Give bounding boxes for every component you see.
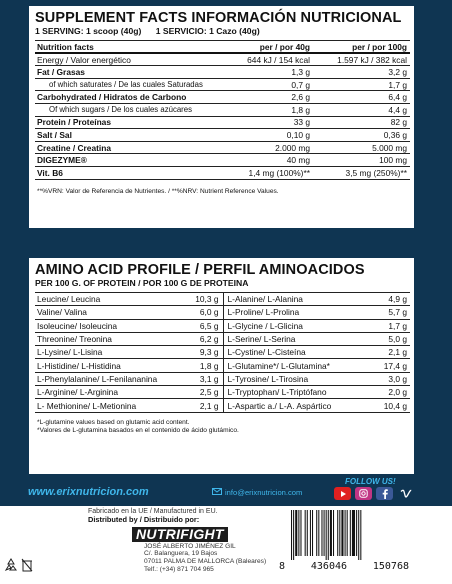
serving-en: 1 SERVING: 1 scoop (40g) [35, 26, 142, 36]
row-per100: 6,4 g [316, 91, 410, 104]
recycle-icon [4, 558, 18, 577]
row-per100: 3,5 mg (250%)** [316, 166, 410, 179]
row-per100: 0,36 g [316, 129, 410, 142]
amino-name: L-Tryptophan/ L-Triptófano [223, 386, 372, 399]
amino-name: L-Phenylalanine/ L-Fenilananina [35, 372, 183, 385]
row-per40: 1,4 mg (100%)** [221, 166, 316, 179]
barcode-bar [339, 510, 340, 556]
row-per40: 2.000 mg [221, 141, 316, 154]
row-label: Salt / Sal [35, 129, 221, 142]
table-row [35, 116, 410, 129]
barcode-bar [328, 510, 329, 560]
barcode-bar [307, 510, 308, 556]
barcode-bar [356, 510, 357, 556]
header-per40: per / por 40g [221, 41, 316, 54]
serving-es: 1 SERVICIO: 1 Cazo (40g) [155, 26, 260, 36]
amino-value: 2,0 g [372, 386, 410, 399]
amino-value: 6,5 g [183, 319, 223, 332]
table-row [35, 66, 410, 79]
amino-name: L-Arginine/ L-Arginina [35, 386, 183, 399]
row-per40: 40 mg [221, 154, 316, 167]
amino-name: L-Aspartic a./ L-A. Aspártico [223, 399, 372, 412]
row-per40: 0,7 g [221, 78, 316, 91]
serving-size [35, 26, 410, 37]
glutamine-note-es: *Valores de L-glutamina basados en el contenido de ácido glutámico. [37, 427, 239, 435]
barcode-bar [341, 510, 343, 556]
amino-title: AMINO ACID PROFILE / PERFIL AMINOACIDOS [35, 262, 365, 278]
row-per100: 82 g [316, 116, 410, 129]
barcode-bar [345, 510, 346, 556]
barcode-digit-3: 150768 [372, 561, 409, 572]
row-per100: 3,2 g [316, 66, 410, 79]
row-label: DIGEZYME® [35, 154, 221, 167]
amino-name: L-Glutamine*/ L-Glutamina* [223, 359, 372, 372]
supplement-facts-panel [29, 6, 414, 228]
barcode-bar [326, 510, 327, 560]
facebook-icon[interactable] [376, 487, 393, 500]
table-row [35, 78, 410, 91]
table-row [35, 91, 410, 104]
barcode-bar [337, 510, 338, 556]
barcode-bar [310, 510, 311, 556]
row-per100: 5.000 mg [316, 141, 410, 154]
amino-value: 1,7 g [372, 319, 410, 332]
barcode [289, 510, 409, 565]
row-per40: 33 g [221, 116, 316, 129]
barcode-bar [293, 510, 294, 560]
row-per40: 1,8 g [221, 103, 316, 116]
barcode-digit-2: 436046 [310, 561, 348, 572]
barcode-bar [298, 510, 299, 556]
barcode-bar [321, 510, 322, 556]
barcode-bar [295, 510, 297, 556]
amino-value: 5,7 g [372, 306, 410, 319]
table-row [35, 129, 410, 142]
barcode-bar [358, 510, 359, 560]
recycle-symbols [4, 558, 33, 577]
amino-value: 17,4 g [372, 359, 410, 372]
amino-name: L-Glycine / L-Glicina [223, 319, 372, 332]
barcode-digits [279, 561, 409, 572]
table-row [35, 386, 410, 399]
barcode-bar [350, 510, 351, 556]
amino-name: L-Cystine/ L-Cisteína [223, 346, 372, 359]
follow-us-label: FOLLOW US! [345, 477, 396, 486]
barcode-bar [312, 510, 313, 556]
row-per40: 644 kJ / 154 kcal [221, 53, 316, 66]
barcode-bar [316, 510, 317, 556]
row-label: Of which sugars / De los cuales azúcares [35, 103, 221, 116]
table-row [35, 372, 410, 385]
city-address: 07011 PALMA DE MALLORCA (Baleares) [144, 558, 267, 565]
social-icons [334, 487, 414, 500]
amino-name: L-Proline/ L-Prolina [223, 306, 372, 319]
header-per100: per / por 100g [316, 41, 410, 54]
street-address: C/. Balanguera, 19 Bajos [144, 550, 218, 558]
row-per40: 2,6 g [221, 91, 316, 104]
table-row [35, 166, 410, 179]
table-row [35, 346, 410, 359]
amino-value: 5,0 g [372, 332, 410, 345]
table-header-row [35, 41, 410, 54]
amino-name: Threonine/ Treonina [35, 332, 183, 345]
trash-bin-icon [21, 558, 33, 577]
supplement-facts-title: SUPPLEMENT FACTS INFORMACIÓN NUTRICIONAL [35, 10, 402, 26]
row-label: Vit. B6 [35, 166, 221, 179]
table-row [35, 399, 410, 412]
barcode-digit-1: 8 [279, 561, 286, 572]
row-label: Carbohydrated / Hidratos de Carbono [35, 91, 221, 104]
glutamine-note-en: *L-glutamine values based on glutamic acid content. [37, 418, 190, 426]
amino-value: 9,3 g [183, 346, 223, 359]
table-row [35, 154, 410, 167]
instagram-icon[interactable] [355, 487, 372, 500]
nutrition-table [35, 40, 410, 180]
amino-name: L-Serine/ L-Serina [223, 332, 372, 345]
row-per100: 4,4 g [316, 103, 410, 116]
barcode-bar [330, 510, 332, 556]
amino-value: 10,4 g [372, 399, 410, 412]
barcode-icon [289, 510, 409, 560]
amino-name: Isoleucine/ Isoleucina [35, 319, 183, 332]
barcode-bar [300, 510, 301, 556]
amino-name: L-Histidine/ L-Histidina [35, 359, 183, 372]
row-label: Energy / Valor energético [35, 53, 221, 66]
amino-name: Valine/ Valina [35, 306, 183, 319]
barcode-bar [352, 510, 355, 556]
amino-value: 4,9 g [372, 293, 410, 306]
amino-value: 6,0 g [183, 306, 223, 319]
table-row [35, 306, 410, 319]
barcode-bar [333, 510, 334, 556]
website-link[interactable]: www.erixnutricion.com [28, 486, 149, 498]
amino-value: 2,1 g [372, 346, 410, 359]
table-row [35, 332, 410, 345]
amino-value: 3,0 g [372, 372, 410, 385]
barcode-bar [347, 510, 348, 556]
amino-name: L-Alanine/ L-Alanina [223, 293, 372, 306]
company-name: JOSÉ ALBERTO JIMÉNEZ GIL [144, 542, 236, 550]
glutamine-notes [35, 419, 410, 436]
amino-value: 3,1 g [183, 372, 223, 385]
table-row [35, 359, 410, 372]
row-per40: 1,3 g [221, 66, 316, 79]
distribution-info [88, 508, 278, 573]
email-text: info@erixnutricion.com [225, 488, 303, 497]
barcode-bar [360, 510, 361, 560]
amino-name: L-Lysine/ L-Lisina [35, 346, 183, 359]
table-row [35, 293, 410, 306]
amino-subtitle: PER 100 G. OF PROTEIN / POR 100 G DE PROTEINA [35, 278, 249, 288]
row-per100: 100 mg [316, 154, 410, 167]
header-label: Nutrition facts [35, 41, 221, 54]
nutrifight-logo: NUTRIFIGHT [132, 527, 228, 542]
amino-value: 2,5 g [183, 386, 223, 399]
amino-name: L- Methionine/ L-Metionina [35, 399, 183, 412]
amino-value: 6,2 g [183, 332, 223, 345]
vimeo-icon[interactable] [397, 487, 414, 500]
youtube-icon[interactable] [334, 487, 351, 500]
row-per100: 1,7 g [316, 78, 410, 91]
table-row [35, 141, 410, 154]
barcode-bar [305, 510, 306, 556]
barcode-bar [318, 510, 319, 556]
amino-value: 2,1 g [183, 399, 223, 412]
email-link[interactable] [212, 488, 302, 497]
phone-number: Telf.: (+34) 871 704 965 [144, 565, 214, 573]
barcode-bar [324, 510, 325, 556]
row-label: Protein / Proteínas [35, 116, 221, 129]
amino-name: Leucine/ Leucina [35, 293, 183, 306]
row-per40: 0,10 g [221, 129, 316, 142]
barcode-bar [291, 510, 292, 560]
amino-acid-panel [29, 258, 414, 474]
vrn-footnote: **%VRN: Valor de Referencia de Nutrientes. / **%NRV: Nutrient Reference Values. [37, 187, 279, 195]
amino-value: 1,8 g [183, 359, 223, 372]
distributed-by-text: Distributed by / Distribuido por: [88, 515, 200, 525]
amino-value: 10,3 g [183, 293, 223, 306]
amino-table [35, 292, 410, 413]
table-row [35, 103, 410, 116]
table-row [35, 319, 410, 332]
amino-name: L-Tyrosine/ L-Tirosina [223, 372, 372, 385]
table-row [35, 53, 410, 66]
row-label: Creatine / Creatina [35, 141, 221, 154]
row-label: Fat / Grasas [35, 66, 221, 79]
email-icon [212, 488, 222, 497]
row-per100: 1.597 kJ / 382 kcal [316, 53, 410, 66]
made-in-text: Fabricado en la UE / Manufactured in EU. [88, 508, 218, 515]
row-label: of which saturates / De las cuales Saturadas [35, 78, 221, 91]
